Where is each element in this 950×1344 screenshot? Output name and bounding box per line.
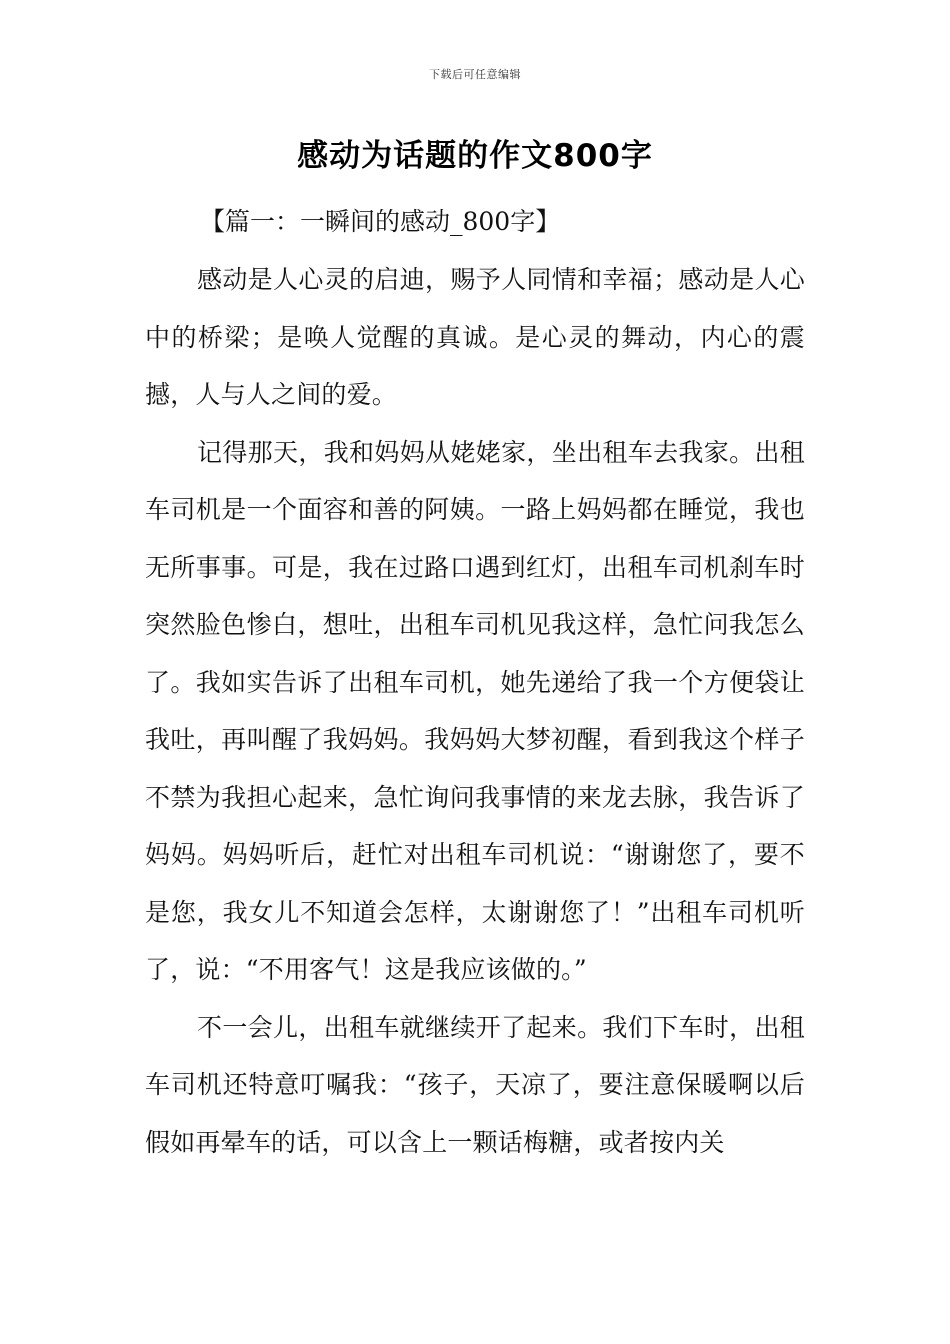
header-note: 下载后可任意编辑 bbox=[429, 68, 521, 81]
section-label: 【篇一：一瞬间的感动_800字】 bbox=[200, 207, 561, 236]
paragraph: 记得那天，我和妈妈从姥姥家，坐出租车去我家。出租车司机是一个面容和善的阿姨。一路上妈妈都在睡觉，我也无所事事。可是，我在过路口遇到红灯，出租车司机刹车时突然脸色惨白，想吐，出租车司机见我这样，急忙问我怎么了。我如实告诉了出租车司机，她先递给了我一个方便袋让我吐，再叫醒了我妈妈。我妈妈大梦初醒，看到我这个样子不禁为我担心起来，急忙询问我事情的来龙去脉，我告诉了妈妈。妈妈听后，赶忙对出租车司机说：“谢谢您了，要不是您，我女儿不知道会怎样，太谢谢您了！”出租车司机听了，说：“不用客气！这是我应该做的。” bbox=[145, 437, 805, 984]
paragraph: 不一会儿，出租车就继续开了起来。我们下车时，出租车司机还特意叮嘱我：“孩子，天凉了，要注意保暖啊以后假如再晕车的话，可以含上一颗话梅糖，或者按内关 bbox=[145, 1012, 805, 1157]
paragraph: 感动是人心灵的启迪，赐予人同情和幸福；感动是人心中的桥梁；是唤人觉醒的真诚。是心灵的舞动，内心的震撼，人与人之间的爱。 bbox=[145, 265, 805, 409]
page-title: 感动为话题的作文800字 bbox=[297, 138, 653, 174]
body-text bbox=[145, 251, 805, 1171]
